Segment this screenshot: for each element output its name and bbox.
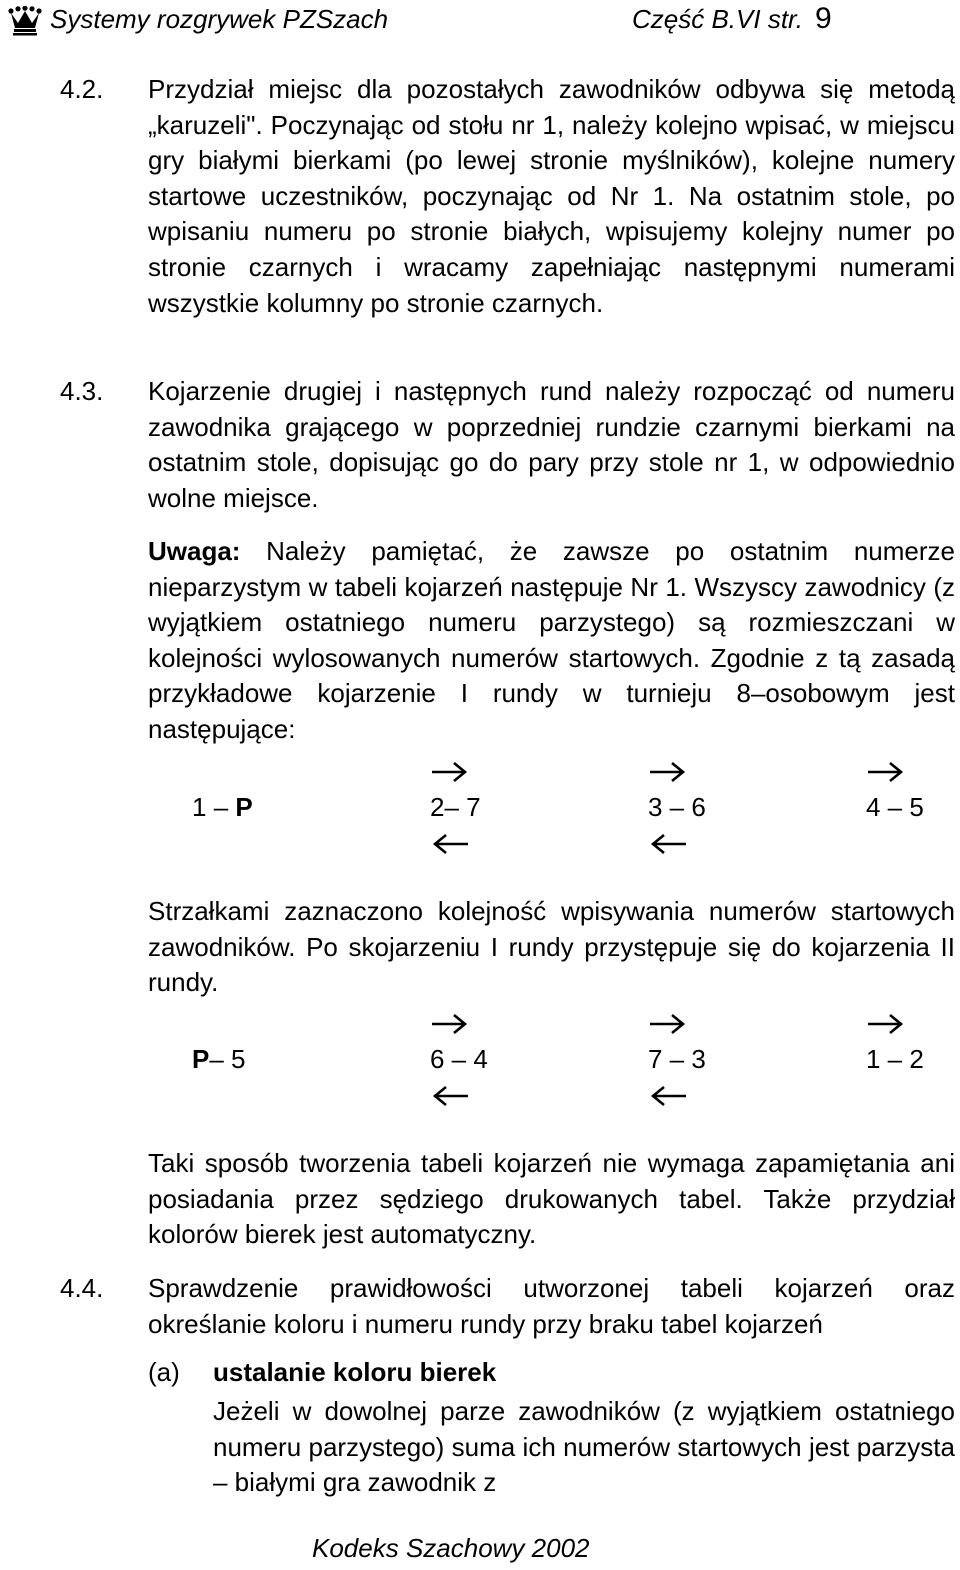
arrow-left-icon bbox=[430, 832, 470, 856]
page-footer: Kodeks Szachowy 2002 bbox=[312, 1533, 590, 1563]
pairing-text: 1 – P bbox=[192, 792, 253, 822]
section-text: Kojarzenie drugiej i następnych rund należy rozpocząć od numeru zawodnika grającego w poprzedniej rundzie czarnymi bierkami na ostatnim stole, dopisując go do pary przy stole nr 1, w odpowiednio wolne miejsce. bbox=[148, 376, 955, 513]
header-part-label: Część B.VI str. bbox=[632, 4, 803, 34]
arrows-explanation: Strzałkami zaznaczono kolejność wpisywania numerów startowych zawodników. Po skojarzeniu I rundy przystępuje się do kojarzenia II rundy. bbox=[148, 896, 955, 998]
header-title: Systemy rozgrywek PZSzach bbox=[50, 4, 389, 34]
arrow-right-icon bbox=[648, 760, 688, 784]
section-4-2 bbox=[60, 72, 955, 362]
section-text: Przydział miejsc dla pozostałych zawodników odbywa się metodą „karuzeli". Poczynając od stołu nr 1, należy kolejno wpisać, w miejscu gry białymi bierkami (po lewej stronie myślników), kolejne numery startowe uczestników, poczynając od Nr 1. Na ostatnim stole, po wpisaniu numeru po stronie białych, wpisujemy kolejny numer po stronie czarnych i wracamy zapełniając następnymi numerami wszystkie kolumny po stronie czarnych. bbox=[148, 74, 955, 318]
note-label: Uwaga: bbox=[148, 536, 241, 566]
section-number: 4.4. bbox=[60, 1273, 104, 1303]
page-header bbox=[8, 2, 948, 36]
subsection-text: Jeżeli w dowolnej parze zawodników (z wyjątkiem ostatniego numeru parzystego) suma ich numerów startowych jest parzysta – białymi gra zawodnik z bbox=[213, 1396, 955, 1498]
note-text: Należy pamiętać, że zawsze po ostatnim numerze nieparzystym w tabeli kojarzeń następuje Nr 1. Wszyscy zawodnicy (z wyjątkiem ostatniego numeru parzystego) są rozmieszczani w kolejności wylosowanych numerów startowych. Zgodnie z tą zasadą przykładowe kojarzenie I rundy w turnieju 8–osobowym jest następujące: bbox=[148, 536, 955, 744]
arrow-left-icon bbox=[648, 832, 688, 856]
round-2-pairings bbox=[0, 1008, 960, 1118]
pairing-text: 4 – 5 bbox=[866, 792, 924, 822]
page-number: 9 bbox=[814, 2, 832, 35]
arrow-right-icon bbox=[648, 1012, 688, 1036]
pairing-text: 7 – 3 bbox=[648, 1044, 706, 1074]
arrow-right-icon bbox=[430, 760, 470, 784]
pairing-text: 2– 7 bbox=[430, 792, 481, 822]
pairing-text: 3 – 6 bbox=[648, 792, 706, 822]
section-text: Sprawdzenie prawidłowości utworzonej tabeli kojarzeń oraz określanie koloru i numeru rundy przy braku tabel kojarzeń bbox=[148, 1273, 955, 1339]
method-summary: Taki sposób tworzenia tabeli kojarzeń nie wymaga zapamiętania ani posiadania przez sędziego drukowanych tabel. Także przydział kolorów bierek jest automatyczny. bbox=[148, 1148, 955, 1250]
arrow-right-icon bbox=[866, 760, 906, 784]
subsection-heading: ustalanie koloru bierek bbox=[213, 1357, 497, 1387]
arrow-left-icon bbox=[430, 1084, 470, 1108]
subsection-label: (a) bbox=[148, 1357, 180, 1387]
arrow-right-icon bbox=[866, 1012, 906, 1036]
note-paragraph bbox=[148, 534, 955, 749]
pairing-text: 1 – 2 bbox=[866, 1044, 924, 1074]
header-part bbox=[632, 2, 832, 36]
section-4-3 bbox=[60, 374, 955, 524]
section-number: 4.2. bbox=[60, 74, 104, 104]
arrow-right-icon bbox=[430, 1012, 470, 1036]
section-number: 4.3. bbox=[60, 376, 104, 406]
chess-queen-icon bbox=[8, 6, 42, 36]
pairing-text: P– 5 bbox=[192, 1044, 246, 1074]
pairing-text: 6 – 4 bbox=[430, 1044, 488, 1074]
round-1-pairings bbox=[0, 756, 960, 866]
section-4-4 bbox=[60, 1271, 955, 1346]
arrow-left-icon bbox=[648, 1084, 688, 1108]
